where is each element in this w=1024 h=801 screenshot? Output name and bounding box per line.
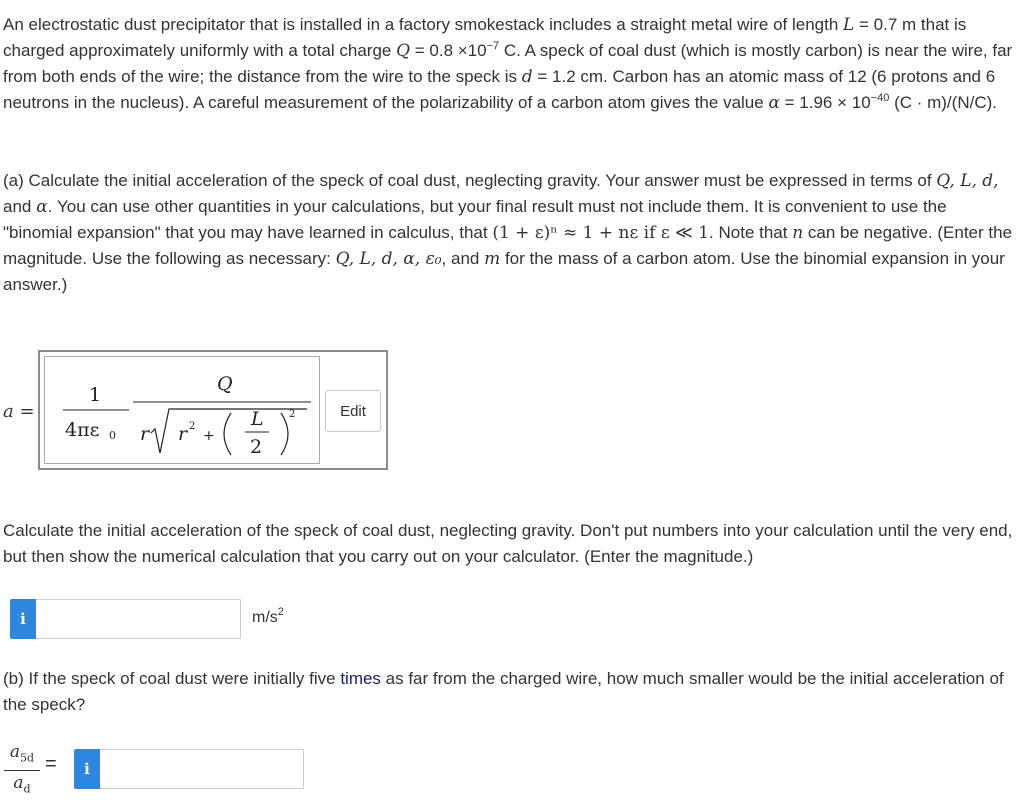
radicand-r: r (178, 423, 188, 445)
intro-text: = 0.7 m that is charged approximately uniformly with a total charge (3, 15, 967, 60)
two-denominator: 2 (250, 436, 263, 458)
part-a2-question: Calculate the initial acceleration of the speck of coal dust, neglecting gravity. Don't put numbers into your calculation until the very end, but then show the numerical calculation that you carry out on your calculator. (Enter the magnitude.) (3, 521, 1013, 566)
question-text: can be negative. (Enter the magnitude. Use the following as necessary: (3, 223, 1013, 268)
info-icon[interactable]: i (10, 599, 36, 639)
question-text: (b) If the speck of coal dust were initially five (3, 669, 341, 688)
left-paren (224, 413, 231, 455)
intro-text: (C · m)/(N/C). (889, 93, 997, 112)
intro-text: An electrostatic dust precipitator that is installed in a factory smokestack includes a straight metal wire of length (3, 15, 844, 34)
unit-exponent: 2 (277, 606, 284, 618)
ratio-numerator-sub: 5d (20, 751, 35, 765)
question-text: , and (441, 249, 485, 268)
intro-text: = 0.8 ×10 (410, 41, 487, 60)
var-alpha: α (768, 93, 780, 113)
part-b-question (3, 666, 1015, 718)
question-text: and (3, 197, 37, 216)
ratio-denominator-var: a (13, 773, 24, 794)
binomial-formula: (1 + ε)ⁿ ≈ 1 + nε if ε ≪ 1 (492, 223, 710, 243)
paren-squared-exp: 2 (289, 409, 296, 420)
unit-label (252, 605, 284, 631)
var-alpha: α (36, 197, 48, 217)
info-icon[interactable]: i (74, 749, 100, 789)
ratio-input[interactable] (100, 749, 304, 789)
numerator-Q: Q (217, 373, 233, 395)
right-paren (281, 413, 288, 455)
part-a-question (3, 168, 1015, 298)
exponent: −40 (870, 92, 890, 104)
var-d: d (521, 67, 533, 87)
question-text: . Note that (709, 223, 793, 242)
formula-answer-box[interactable] (38, 350, 388, 470)
var-m: m (484, 249, 501, 269)
var-L: L (843, 15, 855, 35)
fraction-bar (4, 770, 40, 771)
equals-sign: = (45, 753, 57, 775)
problem-intro (3, 12, 1015, 116)
ratio-fraction (4, 741, 40, 801)
ratio-numerator-var: a (9, 742, 21, 762)
fraction-denominator-1: 4πε (65, 419, 100, 441)
acceleration-input[interactable] (36, 599, 241, 639)
question-text: for the mass of a carbon atom. Use the binomial expansion in your answer.) (3, 249, 1005, 294)
var-Q: Q (396, 41, 411, 61)
intro-text: = 1.96 × 10 (779, 93, 871, 112)
epsilon-subscript: 0 (109, 429, 116, 442)
question-text-highlight: times (340, 669, 381, 688)
question-text: . You can use other quantities in your calculations, but your final result must not include them. It is convenient to use the "binomial expansion" that you may have learned in calculus, that (3, 197, 947, 242)
var-n: n (792, 223, 804, 243)
math-vars: Q, L, d, α, ε₀ (335, 249, 442, 269)
ratio-denominator (4, 772, 40, 800)
answer-a-label: a = (3, 401, 35, 422)
question-text: as far from the charged wire, how much smaller would be the initial acceleration of the speck? (3, 669, 1004, 714)
unit-text: m/s (252, 609, 278, 626)
intro-text: C. A speck of coal dust (which is mostly carbon) is near the wire, far from both ends of the wire; the distance from the wire to the speck is (3, 41, 1013, 86)
edit-button[interactable]: Edit (325, 390, 381, 432)
formula-display[interactable] (44, 356, 320, 464)
r-squared-exp: 2 (189, 421, 196, 432)
ratio-numerator (4, 741, 40, 769)
exponent: −7 (486, 40, 500, 52)
denominator-r: r (140, 423, 150, 445)
math-vars: Q, L, d, (936, 171, 999, 191)
ratio-denominator-sub: d (23, 782, 31, 796)
fraction-numerator-1: 1 (89, 384, 102, 406)
question-text: (a) Calculate the initial acceleration of the speck of coal dust, neglecting gravity. Your answer must be expressed in terms of (3, 171, 937, 190)
intro-text: = 1.2 cm. Carbon has an atomic mass of 12 (6 protons and 6 neutrons in the nucleus). A careful measurement of the polarizability of a carbon atom gives the value (3, 67, 996, 112)
plus-sign: + (203, 428, 215, 444)
L-numerator: L (251, 408, 264, 430)
formula-svg (45, 357, 319, 463)
